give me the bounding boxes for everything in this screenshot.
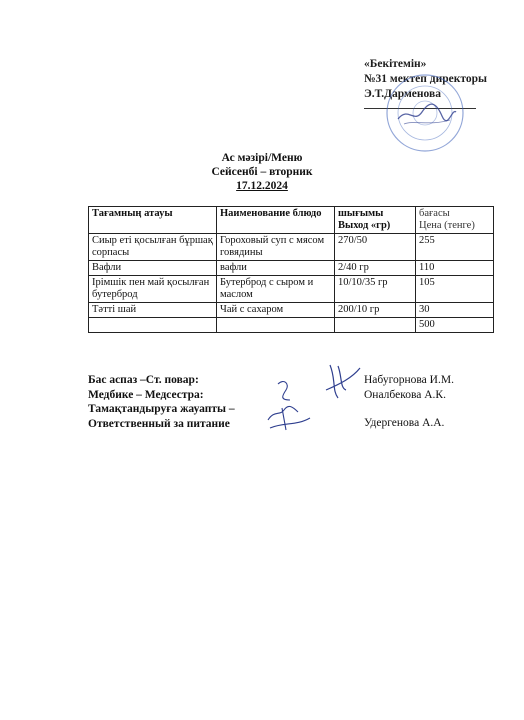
- menu-table: [88, 206, 494, 333]
- role-cook: Бас аспаз –Ст. повар:: [88, 374, 199, 386]
- handwritten-signatures-icon: [260, 360, 370, 440]
- table-row: [89, 261, 494, 276]
- signature-names: [364, 373, 454, 431]
- col-header-price: [416, 207, 494, 234]
- cell-price: 30: [416, 303, 494, 318]
- name-cook: Набугорнова И.М.: [364, 374, 454, 386]
- col-header-price-ru: Цена (тенге): [419, 220, 475, 231]
- name-responsible: Удергенова А.А.: [364, 417, 445, 429]
- cell-output: 10/10/35 гр: [335, 276, 416, 303]
- table-total-row: [89, 318, 494, 333]
- cell-name-kz: Сиыр еті қосылған бұршақ сорпасы: [89, 234, 217, 261]
- menu-date: 17.12.2024: [236, 180, 288, 192]
- cell-name-kz: Тәтті шай: [89, 303, 217, 318]
- signature-roles: [88, 373, 235, 431]
- menu-title: Ас мәзірі/Меню: [221, 152, 303, 164]
- cell-name-ru: Чай с сахаром: [217, 303, 335, 318]
- stamp-seal-icon: [384, 72, 466, 154]
- table-row: [89, 303, 494, 318]
- cell-price: 110: [416, 261, 494, 276]
- menu-days: Сейсенбі – вторник: [211, 166, 313, 178]
- cell-name-kz: Ірімшік пен май қосылған бутерброд: [89, 276, 217, 303]
- cell-total: 500: [416, 318, 494, 333]
- cell-name-ru: Бутерброд с сыром и маслом: [217, 276, 335, 303]
- role-nurse: Медбике – Медсестра:: [88, 388, 204, 401]
- table-header-row: [89, 207, 494, 234]
- col-header-name-kz: Тағамның атауы: [89, 207, 217, 234]
- col-header-output-ru: Выход «гр): [338, 220, 391, 231]
- approval-title: «Бекітемін»: [364, 58, 427, 70]
- table-row: [89, 276, 494, 303]
- role-responsible-kz: Тамақтандыруға жауапты –: [88, 403, 235, 415]
- cell-price: 255: [416, 234, 494, 261]
- cell-output: 200/10 гр: [335, 303, 416, 318]
- cell-price: 105: [416, 276, 494, 303]
- cell-name-ru: вафли: [217, 261, 335, 276]
- name-nurse: Оналбекова А.К.: [364, 388, 446, 401]
- role-responsible-ru: Ответственный за питание: [88, 417, 230, 430]
- approval-position: №31 мектеп директоры: [364, 73, 487, 85]
- approval-name: Э.Т.Дарменова: [364, 88, 441, 100]
- cell-output: 270/50: [335, 234, 416, 261]
- table-row: [89, 234, 494, 261]
- cell-output: 2/40 гр: [335, 261, 416, 276]
- cell-name-ru: Гороховый суп с мясом говядины: [217, 234, 335, 261]
- col-header-price-kz: бағасы: [419, 208, 450, 219]
- col-header-name-ru: Наименование блюдо: [217, 207, 335, 234]
- col-header-output: [335, 207, 416, 234]
- cell-empty: [335, 318, 416, 333]
- cell-empty: [217, 318, 335, 333]
- cell-name-kz: Вафли: [89, 261, 217, 276]
- col-header-output-kz: шығымы: [338, 208, 384, 219]
- cell-empty: [89, 318, 217, 333]
